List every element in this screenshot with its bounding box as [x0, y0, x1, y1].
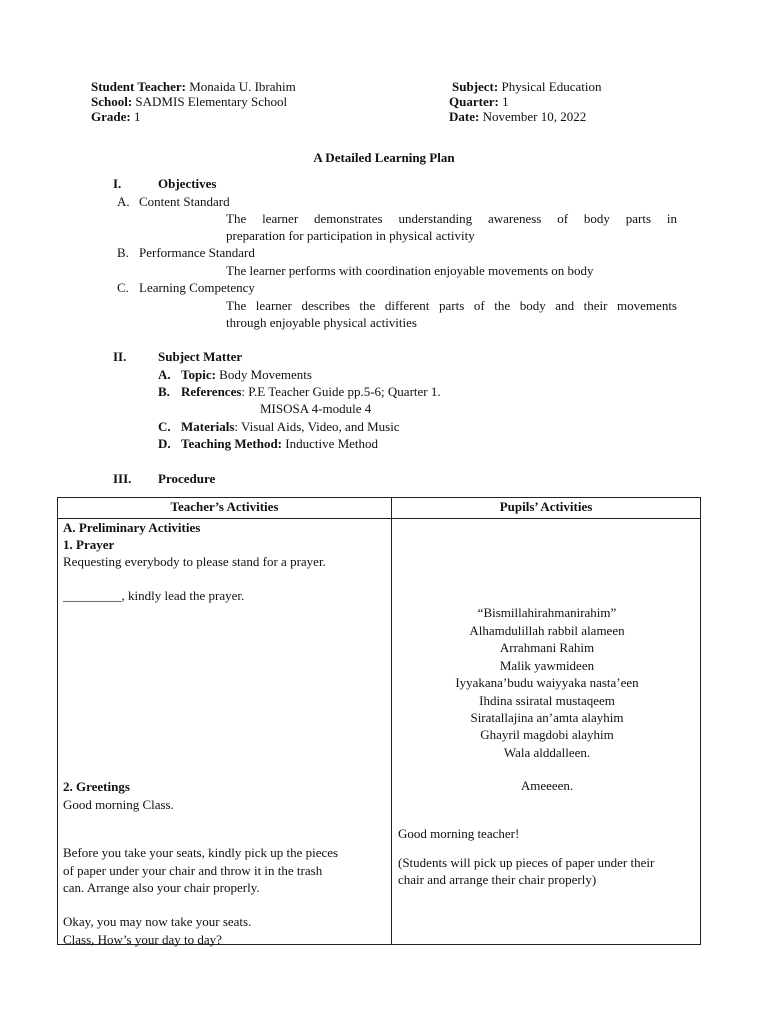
- pupils-activities-cell: [392, 519, 701, 945]
- objectives-heading: Objectives: [158, 176, 217, 191]
- teacher-activities-header: Teacher’s Activities: [58, 498, 392, 519]
- subject-matter-number: II.: [113, 349, 127, 364]
- learning-competency-letter: C.: [117, 280, 129, 295]
- performance-standard-line-1: The learner performs with coordination enjoyable movements on body: [226, 263, 594, 278]
- subject-row: [452, 79, 601, 95]
- objectives-number: I.: [113, 176, 122, 191]
- subject-value: Physical Education: [501, 79, 602, 94]
- prayer-line: Wala alddalleen.: [503, 745, 591, 760]
- subject-label: Subject:: [452, 79, 499, 94]
- grade-row: [91, 109, 140, 125]
- procedure-heading: Procedure: [158, 471, 216, 486]
- learning-competency-line-2: through enjoyable physical activities: [226, 315, 417, 330]
- method-letter: D.: [158, 436, 171, 451]
- performance-standard-title: Performance Standard: [139, 245, 255, 260]
- references-label: References: [181, 384, 242, 399]
- method-row: [181, 436, 378, 452]
- topic-letter: A.: [158, 367, 171, 382]
- prayer-line: Ihdina ssiratal mustaqeem: [479, 693, 615, 708]
- ameen-text: Ameeeen.: [520, 778, 574, 793]
- student-teacher-value: Monaida U. Ibrahim: [189, 79, 296, 94]
- paper-response-line-2: chair and arrange their chair properly): [398, 872, 597, 887]
- prayer-line: Malik yawmideen: [499, 658, 595, 673]
- prayer-line: Iyyakana’budu waiyyaka nasta’een: [455, 675, 639, 690]
- teacher-greeting: Good morning Class.: [63, 797, 174, 812]
- performance-standard-letter: B.: [117, 245, 129, 260]
- procedure-number: III.: [113, 471, 132, 486]
- references-letter: B.: [158, 384, 170, 399]
- grade-value: 1: [133, 109, 141, 124]
- learning-competency-line-1: The learner describes the different parts of the body and their movements: [226, 298, 677, 313]
- references-line-2: MISOSA 4-module 4: [260, 401, 372, 416]
- preliminary-activities-heading: A. Preliminary Activities: [63, 520, 201, 535]
- paper-instruction-line-2: of paper under your chair and throw it in the trash: [63, 863, 323, 878]
- prayer-line: Arrahmani Rahim: [499, 640, 595, 655]
- materials-letter: C.: [158, 419, 171, 434]
- content-standard-line-2: preparation for participation in physical activity: [226, 228, 475, 243]
- prayer-heading: 1. Prayer: [63, 537, 115, 552]
- references-value: : P.E Teacher Guide pp.5-6; Quarter 1.: [241, 384, 441, 399]
- date-label: Date:: [449, 109, 480, 124]
- topic-value: Body Movements: [219, 367, 312, 382]
- learning-competency-title: Learning Competency: [139, 280, 255, 295]
- content-standard-title: Content Standard: [139, 194, 230, 209]
- pupils-greeting: Good morning teacher!: [398, 826, 520, 841]
- date-row: [449, 109, 586, 125]
- lead-prayer-text: _________, kindly lead the prayer.: [63, 588, 245, 603]
- prayer-line: Alhamdulillah rabbil alameen: [469, 623, 625, 638]
- take-seats-line-1: Okay, you may now take your seats.: [63, 914, 252, 929]
- paper-response-line-1: (Students will pick up pieces of paper under their: [398, 855, 655, 870]
- materials-row: [181, 419, 400, 435]
- topic-row: [181, 367, 312, 383]
- prayer-request-text: Requesting everybody to please stand for a prayer.: [63, 554, 326, 569]
- student-teacher-row: [91, 79, 296, 95]
- references-row: [181, 384, 441, 400]
- paper-instruction-line-1: Before you take your seats, kindly pick up the pieces: [63, 845, 339, 860]
- student-teacher-label: Student Teacher:: [91, 79, 186, 94]
- quarter-label: Quarter:: [449, 94, 499, 109]
- prayer-line: Siratallajina an’amta alayhim: [470, 710, 624, 725]
- grade-label: Grade:: [91, 109, 131, 124]
- method-value: Inductive Method: [285, 436, 379, 451]
- procedure-table: [57, 497, 701, 945]
- date-value: November 10, 2022: [482, 109, 587, 124]
- school-row: [91, 94, 287, 110]
- page-title: A Detailed Learning Plan: [313, 150, 455, 165]
- pupils-activities-header: Pupils’ Activities: [392, 498, 701, 519]
- greetings-heading: 2. Greetings: [63, 779, 130, 794]
- take-seats-line-2: Class, How’s your day to day?: [63, 932, 222, 947]
- materials-label: Materials: [181, 419, 235, 434]
- prayer-line: Ghayril magdobi alayhim: [480, 727, 614, 742]
- content-standard-line-1: The learner demonstrates understanding awareness of body parts in: [226, 211, 677, 226]
- quarter-value: 1: [502, 94, 509, 109]
- prayer-line: “Bismillahirahmanirahim”: [477, 605, 617, 620]
- materials-value: : Visual Aids, Video, and Music: [234, 419, 400, 434]
- paper-instruction-line-3: can. Arrange also your chair properly.: [63, 880, 260, 895]
- subject-matter-heading: Subject Matter: [158, 349, 243, 364]
- topic-label: Topic:: [181, 367, 216, 382]
- method-label: Teaching Method:: [181, 436, 282, 451]
- content-standard-letter: A.: [117, 194, 130, 209]
- school-label: School:: [91, 94, 133, 109]
- school-value: SADMIS Elementary School: [135, 94, 288, 109]
- quarter-row: [449, 94, 509, 110]
- teacher-activities-cell: [58, 519, 392, 945]
